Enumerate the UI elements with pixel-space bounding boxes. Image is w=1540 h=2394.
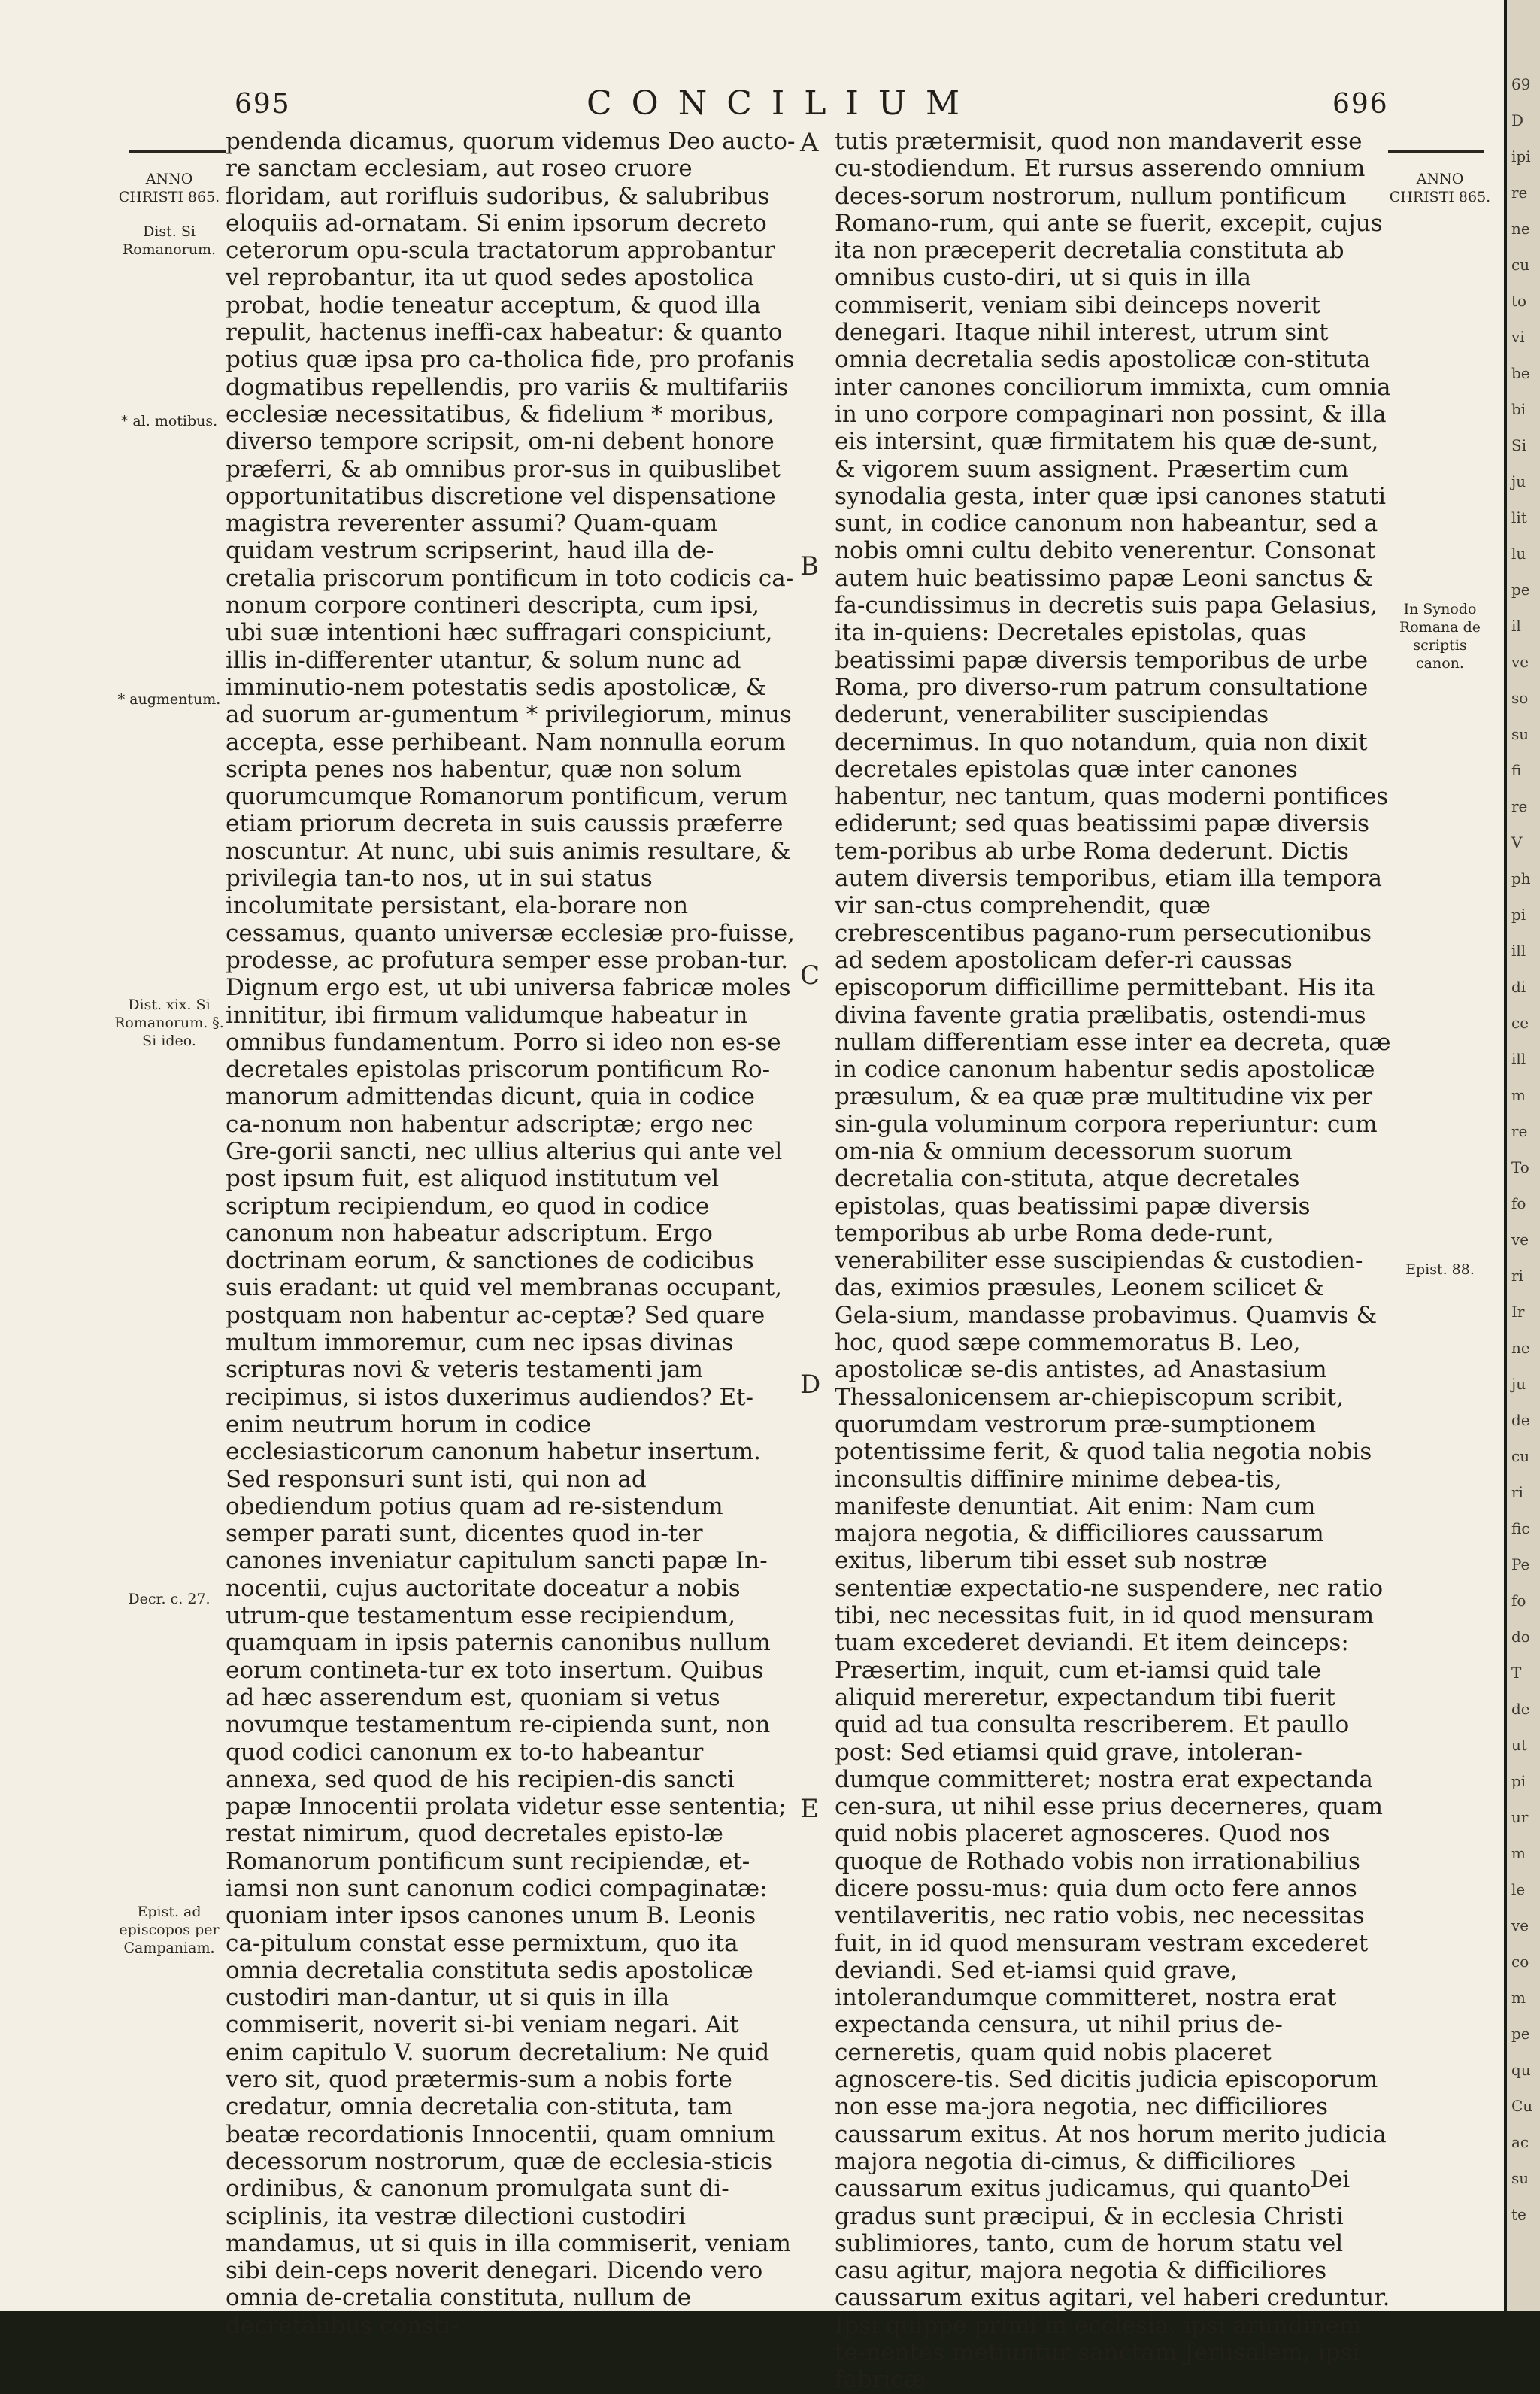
running-title: CONCILIUM xyxy=(587,84,980,123)
header-rule-left xyxy=(129,150,226,153)
section-letter: C xyxy=(800,960,820,991)
page-number-left: 695 xyxy=(235,89,291,120)
adjacent-page-fragment: Ir xyxy=(1511,1303,1525,1321)
left-margin-note: Dist. Si Romanorum. xyxy=(122,223,217,258)
adjacent-page-fragment: pi xyxy=(1511,906,1526,924)
adjacent-page-fragment: re xyxy=(1511,1122,1528,1140)
adjacent-page-fragment: pe xyxy=(1511,581,1530,599)
adjacent-page-fragment: pe xyxy=(1511,2025,1530,2043)
adjacent-page-fragment: ri xyxy=(1511,1483,1523,1501)
adjacent-page-fragment: ve xyxy=(1511,1230,1529,1249)
adjacent-page-fragment: bi xyxy=(1511,400,1526,418)
adjacent-page-fragment: To xyxy=(1511,1158,1529,1176)
adjacent-page-fragment: m xyxy=(1511,1844,1526,1862)
adjacent-page-fragment: ur xyxy=(1511,1808,1529,1826)
adjacent-page-fragment: ne xyxy=(1511,1339,1530,1357)
adjacent-page-fragment: ne xyxy=(1511,220,1530,238)
adjacent-page-fragment: ju xyxy=(1511,1375,1526,1393)
adjacent-page-fragment: ce xyxy=(1511,1014,1529,1032)
left-column-text: pendenda dicamus, quorum videmus Deo aucto-re sanctam ecclesiam, aut roseo cruore floridam, aut rorifluis sudoribus, & salubribus eloquiis ad-ornatam. Si enim ipsorum decreto ceterorum opu-scula tractatorum approbantur vel reprobantur, ita ut quod sedes apostolica probat, hodie teneatur acceptum, & quod illa repulit, hactenus ineffi-cax habeatur: & quanto potius quæ ipsa pro ca-tholica fide, pro profanis dogmatibus repellendis, pro variis & multifariis ecclesiæ necessitatibus, & fidelium * moribus, diverso tempore scripsit, om-ni debent honore præferri, & ab omnibus pror-sus in quibuslibet opportunitatibus discretione vel dispensatione magistra reverenter assumi? Quam-quam quidam vestrum scripserint, haud illa de-cretalia priscorum pontificum in toto codicis ca-nonum corpore contineri descripta, cum ipsi, ubi suæ intentioni hæc suffragari conspiciunt, illis in-differenter utantur, & solum nunc ad imminutio-nem potestatis sedis apostolicæ, & ad suorum ar-gumentum * privilegiorum, minus accepta, esse perhibeant. Nam nonnulla eorum scripta penes nos habentur, quæ non solum quorumcumque Romanorum pontificum, verum etiam priorum decreta in suis caussis præferre noscuntur. At nunc, ubi suis animis resultare, & privilegia tan-to nos, ut in sui status incolumitate persistant, ela-borare non cessamus, quanto universæ ecclesiæ pro-fuisse, prodesse, ac profutura semper esse proban-tur. Dignum ergo est, ut ubi universa fabricæ moles innititur, ibi firmum validumque habeatur in omnibus fundamentum. Porro si ideo non es-se decretales epistolas priscorum pontificum Ro-manorum admittendas dicunt, quia in codice ca-nonum non habentur adscriptæ; ergo nec Gre-gorii sancti, nec ullius alterius qui ante vel post ipsum fuit, est aliquod institutum vel scriptum recipiendum, eo quod in codice canonum non habeatur adscriptum. Ergo doctrinam eorum, & sanctiones de codicibus suis eradant: ut quid vel membranas occupant, postquam non habentur ac-ceptæ? Sed quare multum immoremur, cum nec ipsas divinas scripturas novi & veteris testamenti jam recipimus, si istos duxerimus audiendos? Et-enim neutrum horum in codice ecclesiasticorum canonum habetur insertum. Sed responsuri sunt isti, qui non ad obediendum potius quam ad re-sistendum semper parati sunt, dicentes quod in-ter canones inveniatur capitulum sancti papæ In-nocentii, cujus auctoritate doceatur a nobis utrum-que testamentum esse recipiendum, quamquam in ipsis paternis canonibus nullum eorum contineta-tur ex toto insertum. Quibus ad hæc asserendum est, quoniam si vetus novumque testamentum re-cipienda sunt, non quod codici canonum ex to-to habeantur annexa, sed quod de his recipien-dis sancti papæ Innocentii prolata videtur esse sententia; restat nimirum, quod decretales episto-læ Romanorum pontificum sunt recipiendæ, et-iamsi non sunt canonum codici compaginatæ: quoniam inter ipsos canones unum B. Leonis ca-pitulum constat esse permixtum, quo ita omnia decretalia constituta sedis apostolicæ custodiri man-dantur, ut si quis in illa commiserit, noverit si-bi veniam negari. Ait enim capitulo V. suorum decretalium: Ne quid vero sit, quod prætermis-sum a nobis forte credatur, omnia decretalia con-stituta, tam beatæ recordationis Innocentii, quam omnium decessorum nostrorum, quæ de ecclesia-sticis ordinibus, & canonum promulgata sunt di-sciplinis, ita vestræ dilectioni custodiri mandamus, ut si quis in illa commiserit, veniam sibi dein-ceps noverit denegari. Dicendo vero omnia de-cretalia constituta, nullum de decretalibus consti- xyxy=(226,128,796,2339)
adjacent-page-fragment: ju xyxy=(1511,472,1526,490)
adjacent-page-fragment: ut xyxy=(1511,1736,1527,1754)
adjacent-page-fragment: ill xyxy=(1511,942,1526,960)
section-letter: D xyxy=(800,1370,821,1400)
adjacent-page-fragment: ve xyxy=(1511,1916,1529,1934)
section-letter: B xyxy=(800,551,819,581)
left-text-column xyxy=(226,128,797,2339)
adjacent-page-fragment: Si xyxy=(1511,436,1527,454)
adjacent-page-fragment: Pe xyxy=(1511,1555,1530,1573)
adjacent-page-fragment: V xyxy=(1511,833,1523,851)
adjacent-page-fragment: ve xyxy=(1511,653,1529,671)
adjacent-page-fragment: pi xyxy=(1511,1772,1526,1790)
adjacent-page-fragment: qu xyxy=(1511,2061,1531,2079)
right-column-text: tutis prætermisit, quod non mandaverit esse cu-stodiendum. Et rursus asserendo omnium deces-sorum nostrorum, nullum pontificum Romano-rum, qui ante se fuerit, excepit, cujus ita non præceperit decretalia constituta ab omnibus custo-diri, ut si quis in illa commiserit, veniam sibi deinceps noverit denegari. Itaque nihil interest, utrum sint omnia decretalia sedis apostolicæ con-stituta inter canones conciliorum immixta, cum omnia in uno corpore compaginari non possint, & illa eis intersint, quæ firmitatem his quæ de-sunt, & vigorem suum assignent. Præsertim cum synodalia gesta, inter quæ ipsi canones statuti sunt, in codice canonum non habeantur, sed a nobis omni cultu debito venerentur. Consonat autem huic beatissimo papæ Leoni sanctus & fa-cundissimus in decretis suis papa Gelasius, ita in-quiens: Decretales epistolas, quas beatissimi papæ diversis temporibus de urbe Roma, pro diverso-rum patrum consultatione dederunt, venerabiliter suscipiendas decernimus. In quo notandum, quia non dixit decretales epistolas quæ inter canones habentur, nec tantum, quas moderni pontifices ediderunt; sed quas beatissimi papæ diversis tem-poribus ab urbe Roma dederunt. Dictis autem diversis temporibus, etiam illa tempora vir san-ctus comprehendit, quæ crebrescentibus pagano-rum persecutionibus ad sedem apostolicam defer-ri caussas episcoporum difficillime permittebant. His ita divina favente gratia prælibatis, ostendi-mus nullam differentiam esse inter ea decreta, quæ in codice canonum habentur sedis apostolicæ præsulum, & ea quæ præ multitudine vix per sin-gula voluminum corpora reperiuntur: cum om-nia & omnium decessorum suorum decretalia con-stituta, atque decretales epistolas, quas beatissimi papæ diversis temporibus ab urbe Roma dede-runt, venerabiliter esse suscipiendas & custodien-das, eximios præsules, Leonem scilicet & Gela-sium, mandasse probavimus. Quamvis & hoc, quod sæpe commemoratus B. Leo, apostolicæ se-dis antistes, ad Anastasium Thessalonicensem ar-chiepiscopum scribit, quorumdam vestrorum præ-sumptionem potentissime ferit, & quod talia negotia nobis inconsultis diffinire minime debea-tis, manifeste denuntiat. Ait enim: Nam cum majora negotia, & difficiliores caussarum exitus, liberum tibi esset sub nostræ sententiæ expectatio-ne suspendere, nec ratio tibi, nec necessitas fuit, in id quod mensuram tuam excederet deviandi. Et item deinceps: Præsertim, inquit, cum et-iamsi quid tale aliquid mereretur, expectandum tibi fuerit quid ad tua consulta rescriberem. Et paullo post: Sed etiamsi quid grave, intoleran-dumque committeret; nostra erat expectanda cen-sura, ut nihil esse prius decerneres, quam quid nobis placeret agnosceres. Quod nos quoque de Rothado vobis non irrationabilius dicere possu-mus: quia dum octo fere annos ventilaveritis, nec ratio vobis, nec necessitas fuit, in id quod mensuram vestram excederet deviandi. Sed et-iamsi quid grave, intolerandumque committeret, nostra erat expectanda censura, ut nihil prius de-cerneretis, quam quid nobis placeret agnoscere-tis. Sed dicitis judicia episcoporum non esse ma-jora negotia, nec difficiliores caussarum exitus. At nos horum merito judicia majora negotia di-cimus, & difficiliores caussarum exitus judicamus, qui quanto gradus sunt præcipui, & in ecclesia Christi sublimiores, tanto, cum de horum statu vel casu agitur, majora negotia & difficiliores caussarum exitus agitari, vel haberi creduntur. Ipsi quippe primi in ecclesia, ipsi arundinem te-nentes metiuntur sanctam Jerusalem, ipsi fabricæ xyxy=(835,128,1391,2394)
adjacent-page-fragment: to xyxy=(1511,292,1527,310)
right-margin-note: Epist. 88. xyxy=(1405,1261,1475,1278)
right-text-column xyxy=(835,128,1391,2394)
adjacent-page-fragment: le xyxy=(1511,1880,1526,1898)
adjacent-page-fragment: su xyxy=(1511,725,1529,743)
adjacent-page-fragment: su xyxy=(1511,2169,1529,2187)
adjacent-page-fragment: m xyxy=(1511,1989,1526,2007)
adjacent-page-fragment: so xyxy=(1511,689,1529,707)
adjacent-page-fragment: il xyxy=(1511,617,1521,635)
adjacent-page-fragment: re xyxy=(1511,184,1528,202)
adjacent-page-fragment: ipi xyxy=(1511,147,1531,165)
adjacent-page-fragment: ac xyxy=(1511,2133,1529,2151)
adjacent-page-fragment: fo xyxy=(1511,1591,1526,1610)
section-letter: A xyxy=(800,128,819,158)
left-margin-note: Epist. ad episcopos per Campaniam. xyxy=(119,1904,220,1956)
right-margin-note: In Synodo Romana de scriptis canon. xyxy=(1399,601,1481,672)
adjacent-page-fragment: Cu xyxy=(1511,2097,1533,2115)
adjacent-page-fragment: ri xyxy=(1511,1267,1523,1285)
adjacent-page-fragment: lit xyxy=(1511,508,1527,526)
adjacent-page-fragment: co xyxy=(1511,1953,1529,1971)
catchword: Dei xyxy=(1310,2166,1351,2193)
adjacent-page-fragment: de xyxy=(1511,1411,1530,1429)
adjacent-page-fragment: lu xyxy=(1511,545,1526,563)
adjacent-page-fragment: D xyxy=(1511,111,1524,129)
adjacent-page-fragment: ill xyxy=(1511,1050,1526,1068)
left-margin-note: Decr. c. 27. xyxy=(128,1591,211,1607)
adjacent-page-fragment: re xyxy=(1511,797,1528,815)
adjacent-page-fragment: 69 xyxy=(1511,75,1531,93)
section-letter: E xyxy=(800,1794,819,1824)
adjacent-page-fragment: fic xyxy=(1511,1519,1530,1537)
adjacent-page-fragment: T xyxy=(1511,1664,1522,1682)
adjacent-page-fragment: cu xyxy=(1511,256,1530,274)
left-margin-note: Dist. xix. Si Romanorum. §. Si ideo. xyxy=(114,997,224,1049)
adjacent-page-fragment: te xyxy=(1511,2205,1526,2223)
adjacent-page-fragment: fo xyxy=(1511,1194,1526,1212)
left-margin-note: * augmentum. xyxy=(117,691,221,708)
page-number-right: 696 xyxy=(1332,89,1389,120)
adjacent-page-fragment: cu xyxy=(1511,1447,1530,1465)
right-margin-note: ANNO CHRISTI 865. xyxy=(1389,171,1491,205)
left-margin-note: * al. motibus. xyxy=(120,413,218,429)
adjacent-page-fragment: vi xyxy=(1511,328,1525,346)
adjacent-page-fragment: be xyxy=(1511,364,1530,382)
adjacent-page-fragment: di xyxy=(1511,978,1526,996)
adjacent-page-fragment: de xyxy=(1511,1700,1530,1718)
adjacent-page-fragment: do xyxy=(1511,1628,1530,1646)
header-rule-right xyxy=(1388,150,1484,153)
adjacent-page-fragment: m xyxy=(1511,1086,1526,1104)
adjacent-page-edge xyxy=(1507,0,1540,2311)
adjacent-page-fragment: ph xyxy=(1511,869,1531,888)
adjacent-page-fragment: fi xyxy=(1511,761,1522,779)
left-margin-note: ANNO CHRISTI 865. xyxy=(118,171,220,205)
